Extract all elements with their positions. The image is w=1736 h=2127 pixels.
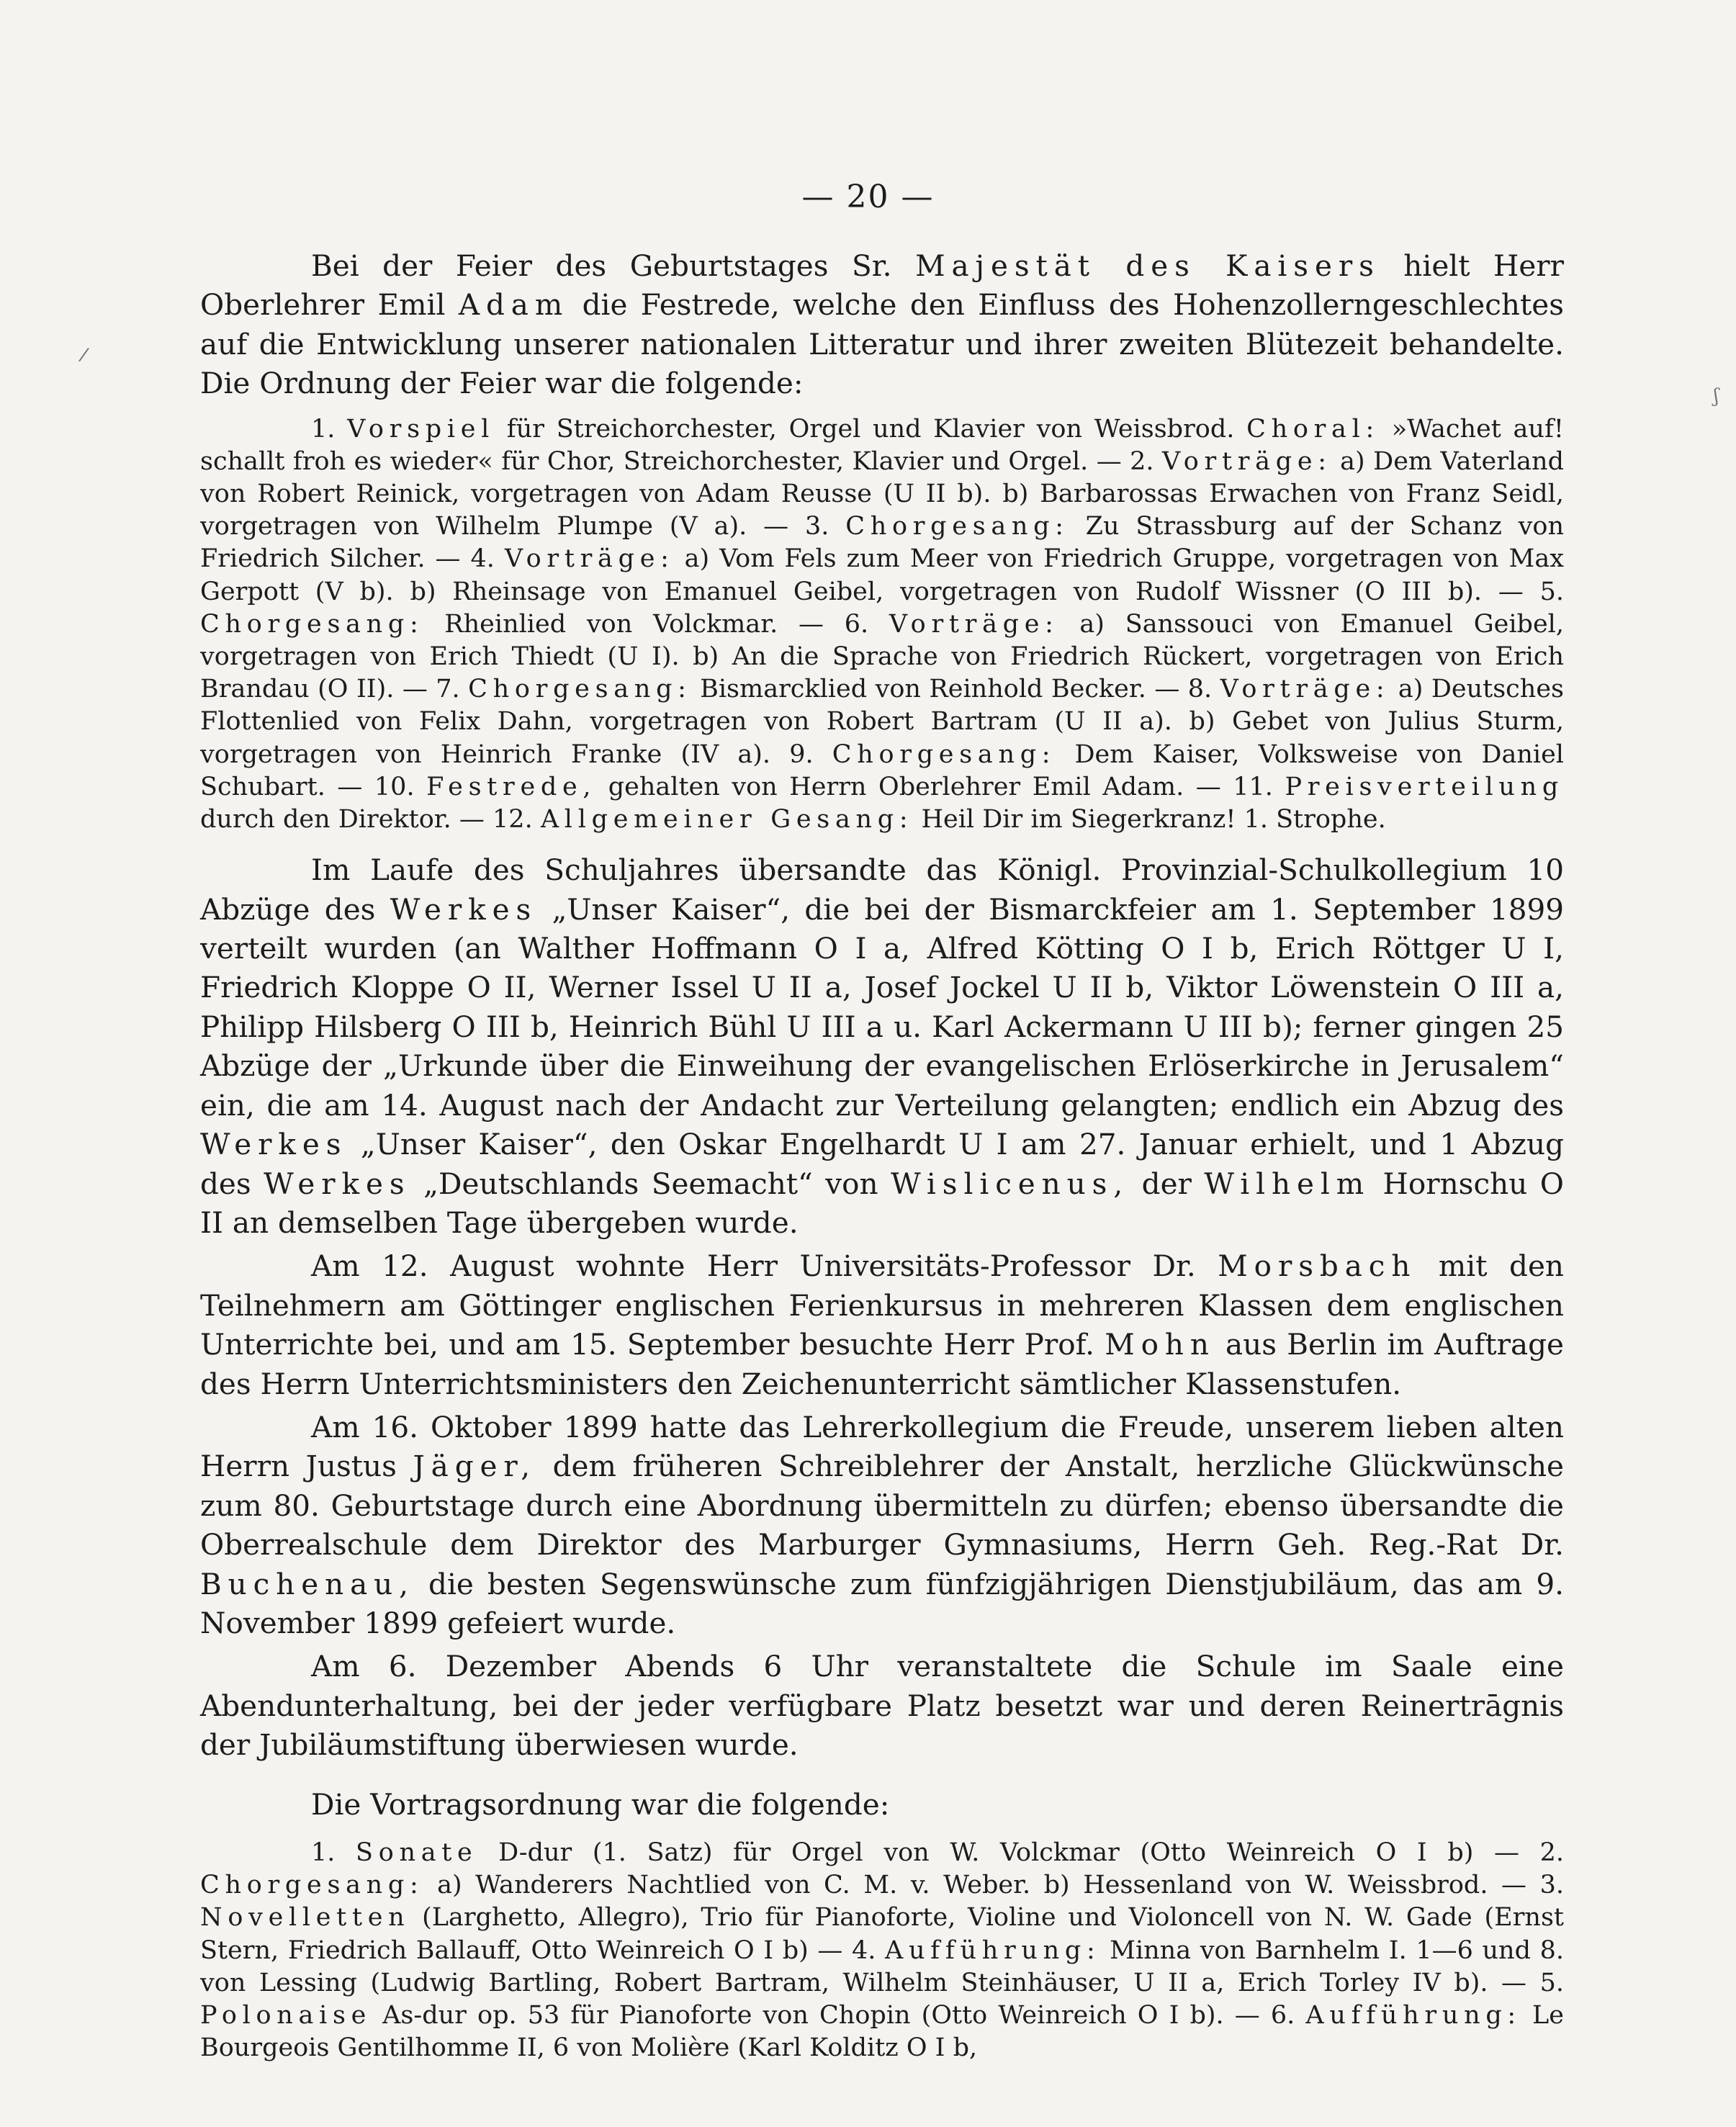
body-text: Am 12. August wohnte Herr Universitäts-Professor Dr. bbox=[311, 1249, 1218, 1284]
emphasis-text: Chorgesang: bbox=[468, 675, 692, 704]
body-text: a) Vom Fels zum Meer von Friedrich Gruppe, vorgetragen von Max Gerpott (V b). b) Rheinsage von Emanuel Geibel, vorgetragen von Rudolf Wissner (O III b). — 5. bbox=[200, 544, 1564, 606]
body-text: a) Sanssouci von Emanuel Geibel, vorgetragen von Erich Thiedt (U I). b) An die Sprache von Friedrich Rückert, vorgetragen von Erich Brandau (O II). — 7. bbox=[200, 609, 1564, 704]
emphasis-text: Werkes bbox=[390, 891, 538, 927]
emphasis-text: Sonate bbox=[356, 1838, 478, 1868]
body-text: Zu Strassburg auf der Schanz von Friedrich Silcher. — 4. bbox=[200, 512, 1565, 574]
emphasis-text: Vorträge: bbox=[1220, 675, 1390, 704]
emphasis-text: Novelletten bbox=[200, 1903, 410, 1933]
emphasis-text: Chorgesang: bbox=[832, 739, 1056, 769]
emphasis-text: Mohn bbox=[1105, 1327, 1215, 1362]
emphasis-text: Polonaise bbox=[200, 2001, 372, 2031]
body-text: Im Laufe des Schuljahres übersandte das Königl. Provinzial-Schulkollegium 10 Abzüge des bbox=[200, 853, 1564, 927]
emphasis-text: Werkes bbox=[200, 1127, 348, 1162]
body-text: Minna von Barnhelm I. 1—6 und 8. von Lessing (Ludwig Bartling, Robert Bartram, Wilhelm Steinhäuser, U II a, Erich Torley IV b). — 5. bbox=[200, 1935, 1564, 1997]
body-text: a) Deutsches Flottenlied von Felix Dahn, vorgetragen von Robert Bartram (U II a). b) Gebet von Julius Sturm, vorgetragen von Heinrich Franke (IV a). 9. bbox=[200, 675, 1564, 769]
body-text: Le Bourgeois Gentilhomme II, 6 von Molière (Karl Kolditz O I b, bbox=[200, 2001, 1564, 2063]
emphasis-text: Wilhelm bbox=[1204, 1166, 1371, 1201]
body-text: (Larghetto, Allegro), Trio für Pianoforte, Violine und Violoncell von N. W. Gade (Ernst Stern, Friedrich Ballauff, Otto Weinreich O I b) — 4. bbox=[200, 1903, 1564, 1965]
body-text: Heil Dir im Siegerkranz! 1. Strophe. bbox=[913, 805, 1386, 835]
emphasis-text: Vorspiel bbox=[347, 414, 495, 444]
emphasis-text: Wislicenus, bbox=[891, 1166, 1130, 1201]
body-text: gehalten von Herrn Oberlehrer Emil Adam. — 11. bbox=[596, 772, 1285, 801]
body-text: durch den Direktor. — 12. bbox=[200, 805, 541, 835]
emphasis-text: Chorgesang: bbox=[200, 1871, 424, 1900]
body-text: Bismarcklied von Reinhold Becker. — 8. bbox=[691, 675, 1220, 704]
body-text: D-dur (1. Satz) für Orgel von W. Volckmar (Otto Weinreich O I b) — 2. bbox=[477, 1838, 1564, 1868]
emphasis-text: Preisverteilung bbox=[1285, 772, 1564, 801]
program-abend bbox=[200, 1837, 1564, 2064]
paragraph-abendunterhaltung: Am 6. Dezember Abends 6 Uhr veranstaltete die Schule im Saale eine Abendunterhaltung, bei der jeder verfügbare Platz besetzt war und deren Reinertrāgnis der Jubiläumstiftung überwiesen wurde. bbox=[200, 1649, 1564, 1763]
body-text: Am 16. Oktober 1899 hatte das Lehrerkollegium die Freude, unserem lieben alten Herrn Justus bbox=[200, 1409, 1564, 1484]
emphasis-text: Aufführung: bbox=[884, 1935, 1101, 1965]
paragraph-morsbach bbox=[200, 1246, 1564, 1403]
body-text: a) Wanderers Nachtlied von C. M. v. Weber. b) Hessenland von W. Weissbrod. — 3. bbox=[423, 1871, 1564, 1900]
emphasis-text: Choral: bbox=[1246, 414, 1380, 444]
body-text: „Unser Kaiser“, die bei der Bismarckfeier am 1. September 1899 verteilt wurden (an Walther Hoffmann O I a, Alfred Kötting O I b, Erich Röttger U I, Friedrich Kloppe O II, Werner Issel U II a, Josef Jockel U II b, Viktor Löwenstein O III a, Philipp Hilsberg O III b, Heinrich Bühl U III a u. Karl Ackermann U III b); ferner gingen 25 Abzüge der „Urkunde über die Einweihung der evangelischen Erlöserkirche in Jerusalem“ ein, die am 14. August nach der Andacht zur Verteilung gelangten; endlich ein Abzug des bbox=[200, 891, 1564, 1123]
emphasis-text: Vorträge: bbox=[889, 609, 1059, 639]
page-number: — 20 — bbox=[801, 179, 935, 215]
emphasis-text: Festrede, bbox=[426, 772, 597, 801]
emphasis-text: Chorgesang: bbox=[845, 512, 1069, 541]
emphasis-text: Allgemeiner Gesang: bbox=[540, 805, 914, 835]
program-geburtstag bbox=[200, 413, 1564, 837]
paragraph-vortragsordnung: Die Vortragsordnung war die folgende: bbox=[311, 1786, 890, 1822]
emphasis-text: Aufführung: bbox=[1305, 2001, 1521, 2031]
body-text: »Wachet auf! schallt froh es wieder« für Chor, Streichorchester, Klavier und Orgel. — 2. bbox=[200, 414, 1564, 476]
body-text: Rheinlied von Volckmar. — 6. bbox=[423, 609, 889, 639]
main-text bbox=[200, 246, 1564, 2064]
paragraph-kaisers-geburtstag: Bei der Feier des Geburtstages Sr. Majestät des Kaisers hielt Herr Oberlehrer Emil Adam die Festrede, welche den Einfluss des Hohenzollerngeschlechtes auf die Entwicklung unserer nationalen Litteratur und ihrer zweiten Blütezeit behandelte. Die Ordnung der Feier war die folgende: bbox=[200, 248, 1565, 401]
emphasis-text: Vorträge: bbox=[1162, 446, 1332, 476]
paragraph-abzuege bbox=[200, 850, 1564, 1242]
emphasis-text: Morsbach bbox=[1218, 1249, 1417, 1284]
body-text: a) Dem Vaterland von Robert Reinick, vorgetragen von Adam Reusse (U II b). b) Barbarossas Erwachen von Franz Seidl, vorgetragen von Wilhelm Plumpe (V a). — 3. bbox=[200, 446, 1564, 541]
emphasis-text: Chorgesang: bbox=[200, 609, 424, 639]
body-text: As-dur op. 53 für Pianoforte von Chopin (Otto Weinreich O I b). — 6. bbox=[372, 2001, 1306, 2031]
body-text: Hornschu O II an demselben Tage übergeben wurde. bbox=[200, 1166, 1564, 1240]
emphasis-text: Vorträge: bbox=[504, 544, 675, 574]
body-text: mit den Teilnehmern am Göttinger englischen Ferienkursus in mehreren Klassen dem englischen Unterrichte bei, und am 15. September besuchte Herr Prof. bbox=[200, 1249, 1565, 1362]
margin-mark: / bbox=[77, 343, 91, 367]
emphasis-text: Werkes bbox=[264, 1166, 411, 1201]
emphasis-text: Buchenau, bbox=[200, 1566, 415, 1601]
margin-mark: ʃ bbox=[1714, 385, 1719, 407]
body-text: „Deutschlands Seemacht“ von bbox=[410, 1166, 891, 1201]
body-text: die besten Segenswünsche zum fünfzigjährigen Dienstjubiläum, das am 9. November 1899 gefeiert wurde. bbox=[200, 1566, 1564, 1640]
body-text: 1. bbox=[311, 414, 348, 444]
body-text: 1. bbox=[311, 1838, 356, 1868]
body-text: der bbox=[1129, 1166, 1205, 1201]
body-text: dem früheren Schreiblehrer der Anstalt, herzliche Glückwünsche zum 80. Geburtstage durch eine Abordnung übermitteln zu dürfen; ebenso übersandte die Oberrealschule dem Direktor des Marburger Gymnasiums, Herrn Geh. Reg.-Rat Dr. bbox=[200, 1449, 1564, 1562]
body-text: Dem Kaiser, Volksweise von Daniel Schubart. — 10. bbox=[200, 739, 1564, 801]
paragraph-jaeger bbox=[200, 1408, 1564, 1642]
body-text: für Streichorchester, Orgel und Klavier von Weissbrod. bbox=[495, 414, 1247, 444]
body-text: „Unser Kaiser“, den Oskar Engelhardt U I am 27. Januar erhielt, und 1 Abzug des bbox=[200, 1127, 1564, 1201]
emphasis-text: Jäger, bbox=[413, 1449, 537, 1484]
body-text: aus Berlin im Auftrage des Herrn Unterrichtsministers den Zeichenunterricht sämtlicher Klassenstufen. bbox=[200, 1327, 1564, 1401]
